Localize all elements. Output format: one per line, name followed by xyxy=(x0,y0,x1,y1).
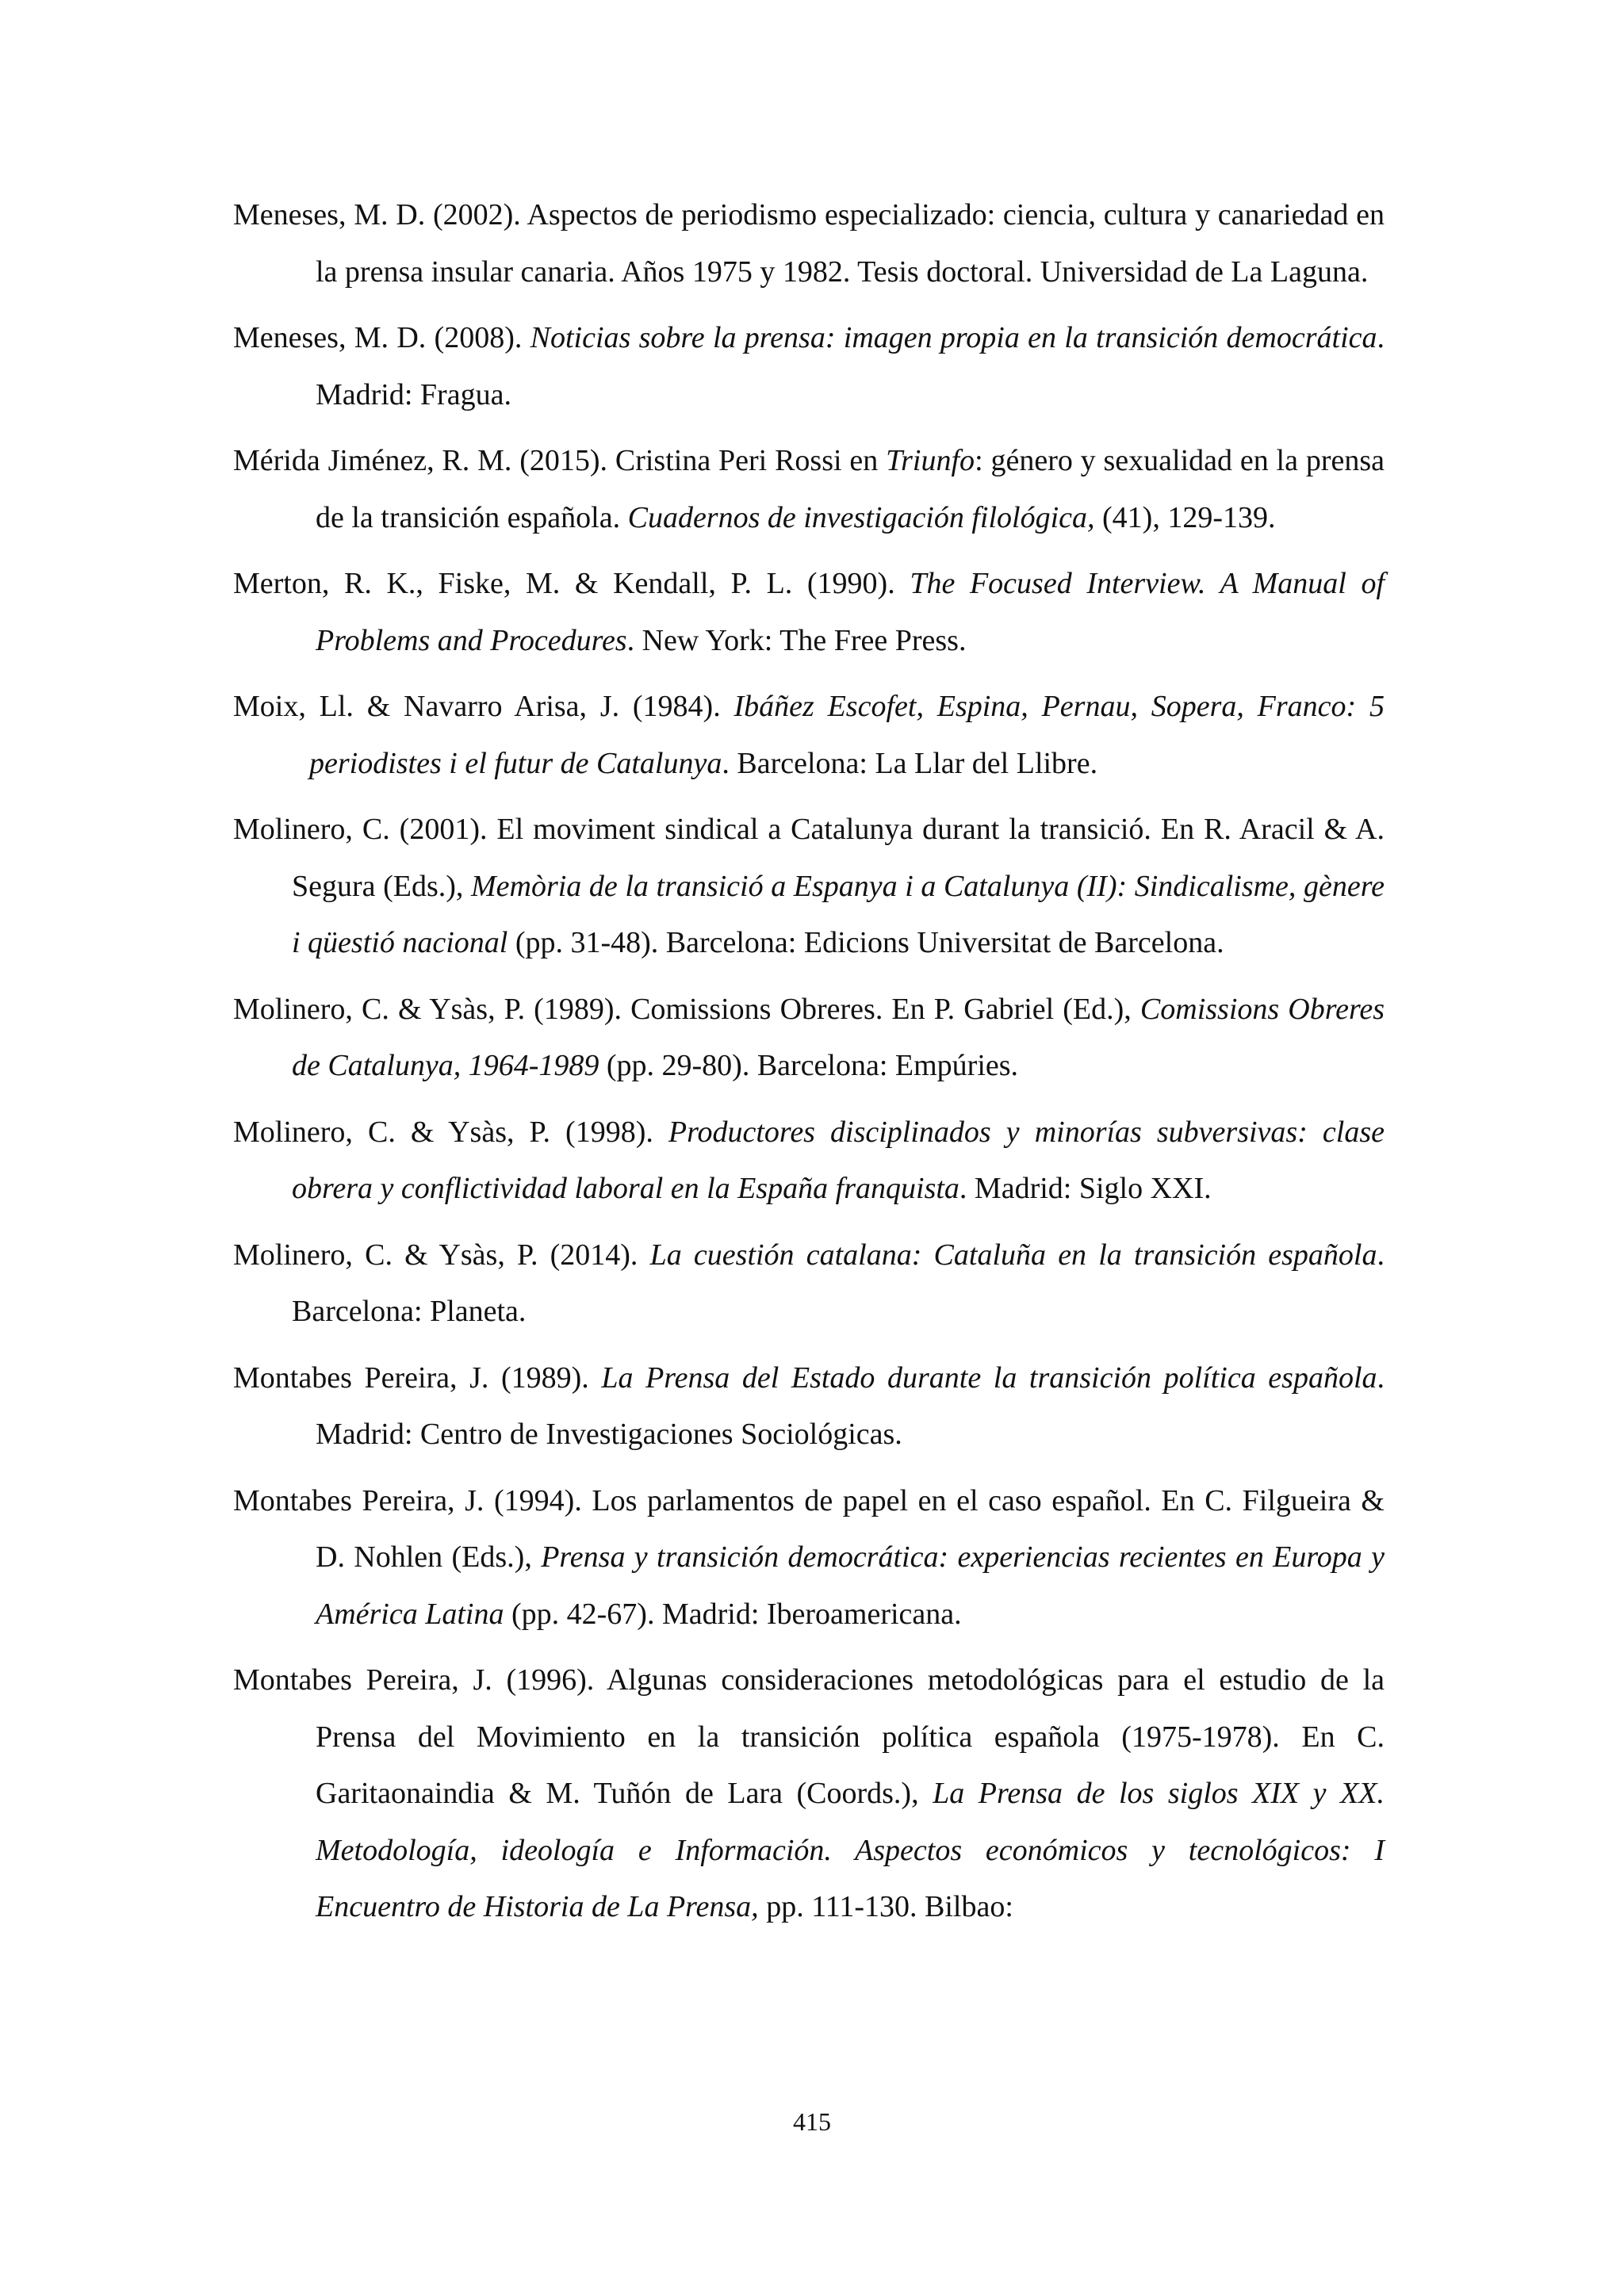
reference-entry xyxy=(233,556,1385,669)
reference-title: Prensa y transición democrática: experiencias recientes en Europa y América Latina xyxy=(316,1540,1385,1631)
reference-entry xyxy=(233,187,1385,300)
reference-text: Molinero, C. (2001). El moviment sindical a Catalunya durant la transició. En R. Aracil & A. Segura (Eds.), xyxy=(233,813,1385,903)
reference-title: Comissions Obreres de Catalunya, 1964-1989 xyxy=(292,992,1385,1082)
reference-text: (41), 129-139. xyxy=(1094,500,1276,534)
reference-entry xyxy=(233,1227,1385,1341)
reference-title: La cuestión catalana: Cataluña en la transición española xyxy=(649,1238,1377,1272)
reference-title: Triunfo xyxy=(886,444,975,477)
reference-entry xyxy=(233,1104,1385,1218)
reference-entry xyxy=(233,1350,1385,1464)
reference-title: La Prensa de los siglos XIX y XX. Metodología, ideología e Información. Aspectos económicos y tecnológicos: I Encuentro de Historia de La Prensa, xyxy=(316,1777,1385,1923)
reference-title: The Focused Interview. A Manual of Problems and Procedures xyxy=(316,567,1385,657)
reference-title: Memòria de la transició a Espanya i a Catalunya (II): Sindicalisme, gènere i qüestió nacional xyxy=(292,869,1385,959)
reference-text: pp. 111-130. Bilbao: xyxy=(758,1890,1013,1923)
reference-entry xyxy=(233,1473,1385,1644)
reference-entry xyxy=(233,1652,1385,1936)
reference-entry xyxy=(233,802,1385,972)
reference-text: (pp. 29-80). Barcelona: Empúries. xyxy=(599,1049,1019,1082)
reference-entry xyxy=(233,679,1385,792)
reference-text: . Madrid: Fragua. xyxy=(316,321,1385,411)
reference-entry xyxy=(233,982,1385,1095)
reference-text: : género y sexualidad en la prensa de la transición española. xyxy=(316,444,1385,534)
reference-text: Molinero, C. & Ysàs, P. (1989). Comissions Obreres. En P. Gabriel (Ed.), xyxy=(233,992,1140,1026)
reference-text: (pp. 42-67). Madrid: Iberoamericana. xyxy=(504,1597,962,1631)
reference-text: . Madrid: Centro de Investigaciones Sociológicas. xyxy=(316,1360,1385,1451)
reference-text: Montabes Pereira, J. (1996). Algunas consideraciones metodológicas para el estudio de la Prensa del Movimiento en la transición política española (1975-1978). En C. Garitaonaindia & M. Tuñón de Lara (Coords.), xyxy=(233,1663,1385,1810)
reference-entry xyxy=(233,433,1385,546)
reference-text: . New York: The Free Press. xyxy=(626,623,967,657)
reference-title: Cuadernos de investigación filológica, xyxy=(627,500,1095,534)
reference-text: Mérida Jiménez, R. M. (2015). Cristina Peri Rossi en xyxy=(233,444,887,477)
reference-text: . Barcelona: Planeta. xyxy=(292,1238,1385,1328)
reference-text: Merton, R. K., Fiske, M. & Kendall, P. L. (1990). xyxy=(233,567,910,600)
reference-text: Meneses, M. D. (2002). Aspectos de periodismo especializado: ciencia, cultura y canariedad en la prensa insular canaria. Años 1975 y 1982. Tesis doctoral. Universidad de La Laguna. xyxy=(233,198,1385,289)
reference-text: Montabes Pereira, J. (1994). Los parlamentos de papel en el caso español. En C. Filgueira & D. Nohlen (Eds.), xyxy=(233,1483,1385,1574)
bibliography-list xyxy=(233,187,1385,1946)
reference-text: . Barcelona: La Llar del Llibre. xyxy=(722,746,1098,780)
reference-text: Moix, Ll. & Navarro Arisa, J. (1984). xyxy=(233,690,734,723)
reference-text: (pp. 31-48). Barcelona: Edicions Universitat de Barcelona. xyxy=(508,926,1224,959)
reference-text: Molinero, C. & Ysàs, P. (1998). xyxy=(233,1115,668,1149)
reference-title: Productores disciplinados y minorías subversivas: clase obrera y conflictividad laboral en la España franquista xyxy=(292,1115,1385,1205)
reference-entry xyxy=(233,310,1385,423)
reference-text: . Madrid: Siglo XXI. xyxy=(959,1172,1212,1205)
reference-text: Montabes Pereira, J. (1989). xyxy=(233,1360,602,1395)
reference-title: La Prensa del Estado durante la transición política española xyxy=(601,1360,1377,1395)
reference-title: Ibáñez Escofet, Espina, Pernau, Sopera, Franco: 5 periodistes i el futur de Catalunya xyxy=(309,690,1385,780)
reference-title: Noticias sobre la prensa: imagen propia en la transición democrática xyxy=(530,321,1377,354)
page-number: 415 xyxy=(793,2107,831,2136)
reference-text: Meneses, M. D. (2008). xyxy=(233,321,530,354)
reference-text: Molinero, C. & Ysàs, P. (2014). xyxy=(233,1238,650,1272)
